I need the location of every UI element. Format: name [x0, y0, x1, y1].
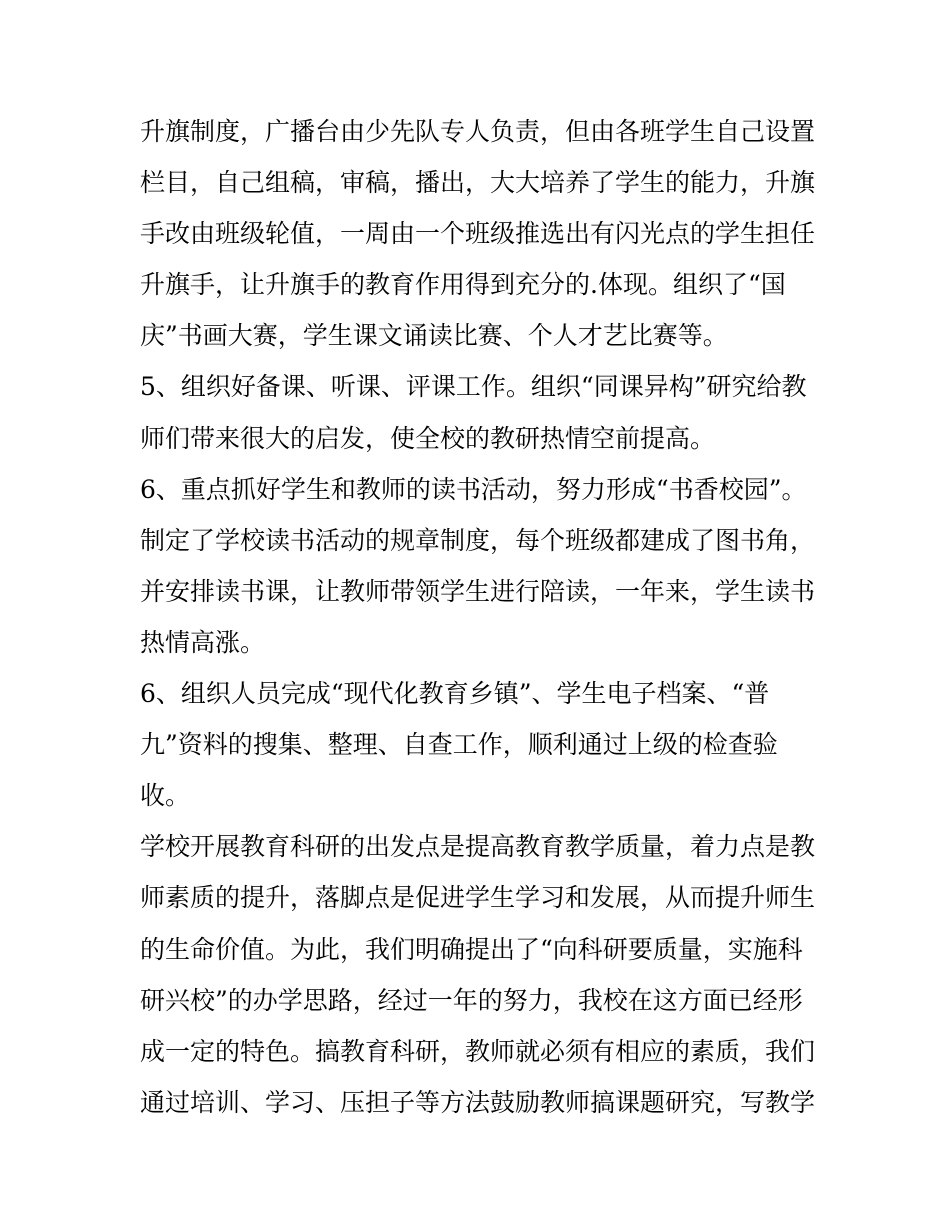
text-line: 6、组织人员完成“现代化教育乡镇”、学生电子档案、“普 [140, 679, 770, 709]
text-line: 学校开展教育科研的出发点是提高教育教学质量，着力点是教 [140, 832, 816, 862]
text-line: 6、重点抓好学生和教师的读书活动，努力形成“书香校园”。 [140, 474, 807, 504]
text-line: 成一定的特色。搞教育科研，教师就必须有相应的素质，我们 [140, 1036, 816, 1066]
text-line: 的生命价值。为此，我们明确提出了“向科研要质量，实施科 [140, 934, 803, 964]
text-line: 栏目，自己组稿，审稿，播出，大大培养了学生的能力，升旗 [140, 168, 816, 198]
text-line: 升旗制度，广播台由少先队专人负责，但由各班学生自己设置 [140, 117, 816, 146]
text-line: 热情高涨。 [140, 627, 266, 657]
text-line: 并安排读书课，让教师带领学生进行陪读，一年来，学生读书 [140, 576, 816, 606]
body-text [140, 106, 820, 1128]
text-line: 手改由班级轮值，一周由一个班级推选出有闪光点的学生担任 [140, 219, 816, 249]
text-line: 研兴校”的办学思路，经过一年的努力，我校在这方面已经形 [140, 985, 803, 1015]
text-line: 师素质的提升，落脚点是促进学生学习和发展，从而提升师生 [140, 883, 816, 913]
text-line: 庆”书画大赛，学生课文诵读比赛、个人才艺比赛等。 [140, 321, 728, 351]
text-line: 收。 [140, 781, 191, 811]
text-line: 师们带来很大的启发，使全校的教研热情空前提高。 [140, 423, 716, 453]
text-line: 升旗手，让升旗手的教育作用得到充分的.体现。组织了“国 [140, 270, 786, 300]
text-line: 通过培训、学习、压担子等方法鼓励教师搞课题研究，写教学 [140, 1087, 816, 1117]
text-line: 5、组织好备课、听课、评课工作。组织“同课异构”研究给教 [140, 372, 807, 402]
text-line: 制定了学校读书活动的规章制度，每个班级都建成了图书角， [140, 525, 816, 555]
text-line: 九”资料的搜集、整理、自查工作，顺利通过上级的检查验 [140, 730, 778, 760]
